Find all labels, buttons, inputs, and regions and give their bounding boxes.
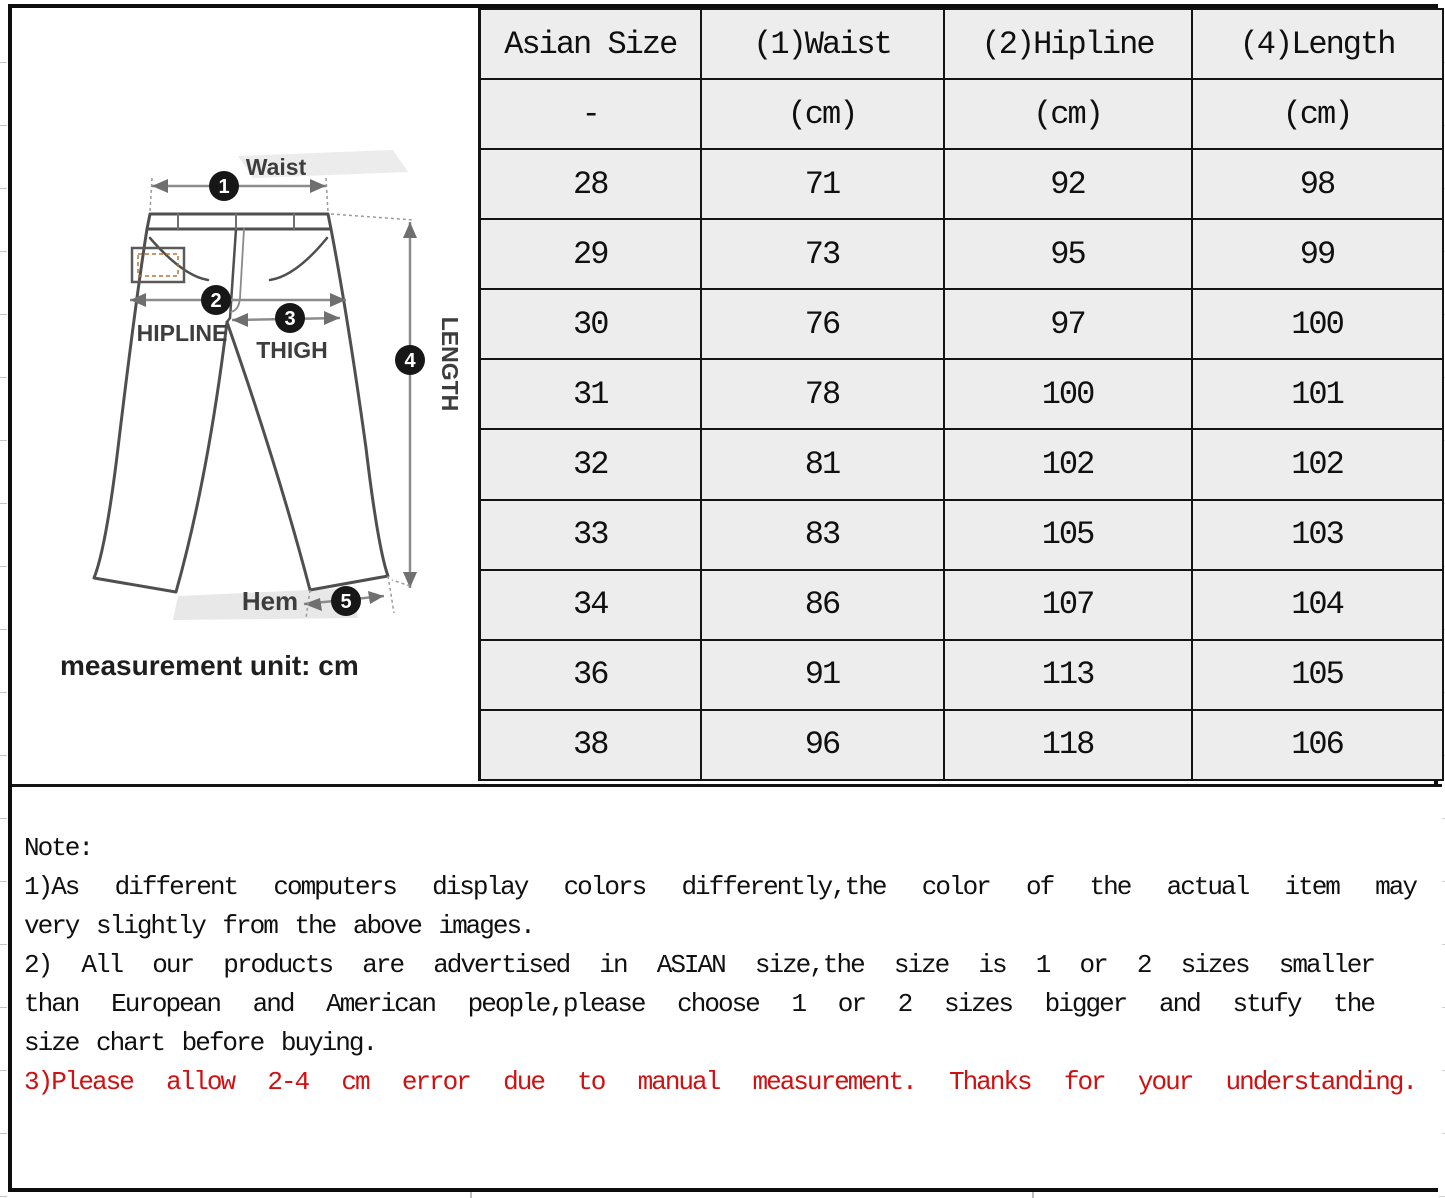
units-cell: (cm) xyxy=(944,79,1192,149)
size-cell: 76 xyxy=(701,289,944,359)
hipline-label: HIPLINE xyxy=(136,320,228,346)
pants-measurement-diagram xyxy=(12,8,478,781)
waist-marker-number: 1 xyxy=(218,176,230,198)
size-cell: 107 xyxy=(944,570,1192,640)
note-line-4: than European and American people,please choose 1 or 2 sizes bigger and stufy the xyxy=(24,989,1374,1019)
table-row xyxy=(480,289,1443,359)
thigh-label: THIGH xyxy=(256,337,328,363)
size-cell: 102 xyxy=(1192,429,1443,499)
size-cell: 91 xyxy=(701,640,944,710)
size-cell: 99 xyxy=(1192,219,1443,289)
table-row xyxy=(480,710,1443,780)
units-cell: - xyxy=(480,79,701,149)
size-cell: 100 xyxy=(1192,289,1443,359)
size-cell: 31 xyxy=(480,359,701,429)
table-row xyxy=(480,149,1443,219)
spreadsheet-gridline-strip-left xyxy=(0,0,7,1198)
size-cell: 103 xyxy=(1192,500,1443,570)
note-section xyxy=(12,784,1442,1188)
size-cell: 95 xyxy=(944,219,1192,289)
column-header-waist: (1)Waist xyxy=(701,9,944,79)
size-cell: 105 xyxy=(1192,640,1443,710)
size-cell: 36 xyxy=(480,640,701,710)
waist-label: Waist xyxy=(245,154,307,180)
thigh-marker-number: 3 xyxy=(284,308,296,330)
note-line-3: 2) All our products are advertised in ASIAN size,the size is 1 or 2 sizes smaller xyxy=(24,950,1374,980)
table-row xyxy=(480,640,1443,710)
note-line-2: very slightly from the above images. xyxy=(24,911,534,941)
size-cell: 92 xyxy=(944,149,1192,219)
size-cell: 78 xyxy=(701,359,944,429)
note-title: Note: xyxy=(24,833,93,863)
hem-label: Hem xyxy=(241,586,299,616)
column-header-hipline: (2)Hipline xyxy=(944,9,1192,79)
size-table-body xyxy=(480,149,1443,780)
size-table xyxy=(478,8,1444,781)
size-cell: 86 xyxy=(701,570,944,640)
note-line-warning: 3)Please allow 2-4 cm error due to manual measurement. Thanks for your understanding. xyxy=(24,1067,1416,1097)
table-row xyxy=(480,500,1443,570)
size-cell: 71 xyxy=(701,149,944,219)
size-cell: 83 xyxy=(701,500,944,570)
measurement-unit-caption: measurement unit: cm xyxy=(60,650,359,681)
size-cell: 96 xyxy=(701,710,944,780)
units-cell: (cm) xyxy=(701,79,944,149)
pants-diagram-drawing xyxy=(48,148,468,648)
size-cell: 101 xyxy=(1192,359,1443,429)
hipline-marker-number: 2 xyxy=(210,290,222,312)
size-cell: 100 xyxy=(944,359,1192,429)
thigh-dimension xyxy=(232,303,340,363)
table-row xyxy=(480,359,1443,429)
size-cell: 106 xyxy=(1192,710,1443,780)
table-row xyxy=(480,219,1443,289)
size-cell: 29 xyxy=(480,219,701,289)
size-cell: 34 xyxy=(480,570,701,640)
spreadsheet-gridline-tick xyxy=(1032,1191,1034,1198)
table-header-row xyxy=(480,9,1443,79)
size-cell: 33 xyxy=(480,500,701,570)
waist-dimension xyxy=(150,154,328,212)
size-cell: 98 xyxy=(1192,149,1443,219)
size-cell: 32 xyxy=(480,429,701,499)
note-line-1: 1)As different computers display colors differently,the color of the actual item may xyxy=(24,872,1416,902)
table-row xyxy=(480,429,1443,499)
hem-marker-number: 5 xyxy=(340,591,352,613)
size-cell: 38 xyxy=(480,710,701,780)
spreadsheet-gridline-tick xyxy=(470,1191,472,1198)
size-cell: 30 xyxy=(480,289,701,359)
length-marker-number: 4 xyxy=(404,350,416,372)
table-row xyxy=(480,570,1443,640)
units-cell: (cm) xyxy=(1192,79,1443,149)
length-label: LENGTH xyxy=(437,316,463,412)
chart-frame xyxy=(8,4,1438,1192)
size-cell: 118 xyxy=(944,710,1192,780)
size-cell: 113 xyxy=(944,640,1192,710)
length-dimension xyxy=(331,214,463,588)
size-cell: 81 xyxy=(701,429,944,499)
table-units-row xyxy=(480,79,1443,149)
note-line-5: size chart before buying. xyxy=(24,1028,377,1058)
size-cell: 97 xyxy=(944,289,1192,359)
size-cell: 102 xyxy=(944,429,1192,499)
column-header-length: (4)Length xyxy=(1192,9,1443,79)
size-cell: 105 xyxy=(944,500,1192,570)
column-header-asian-size: Asian Size xyxy=(480,9,701,79)
size-cell: 28 xyxy=(480,149,701,219)
diagram-shadows xyxy=(173,150,408,620)
size-cell: 104 xyxy=(1192,570,1443,640)
size-cell: 73 xyxy=(701,219,944,289)
